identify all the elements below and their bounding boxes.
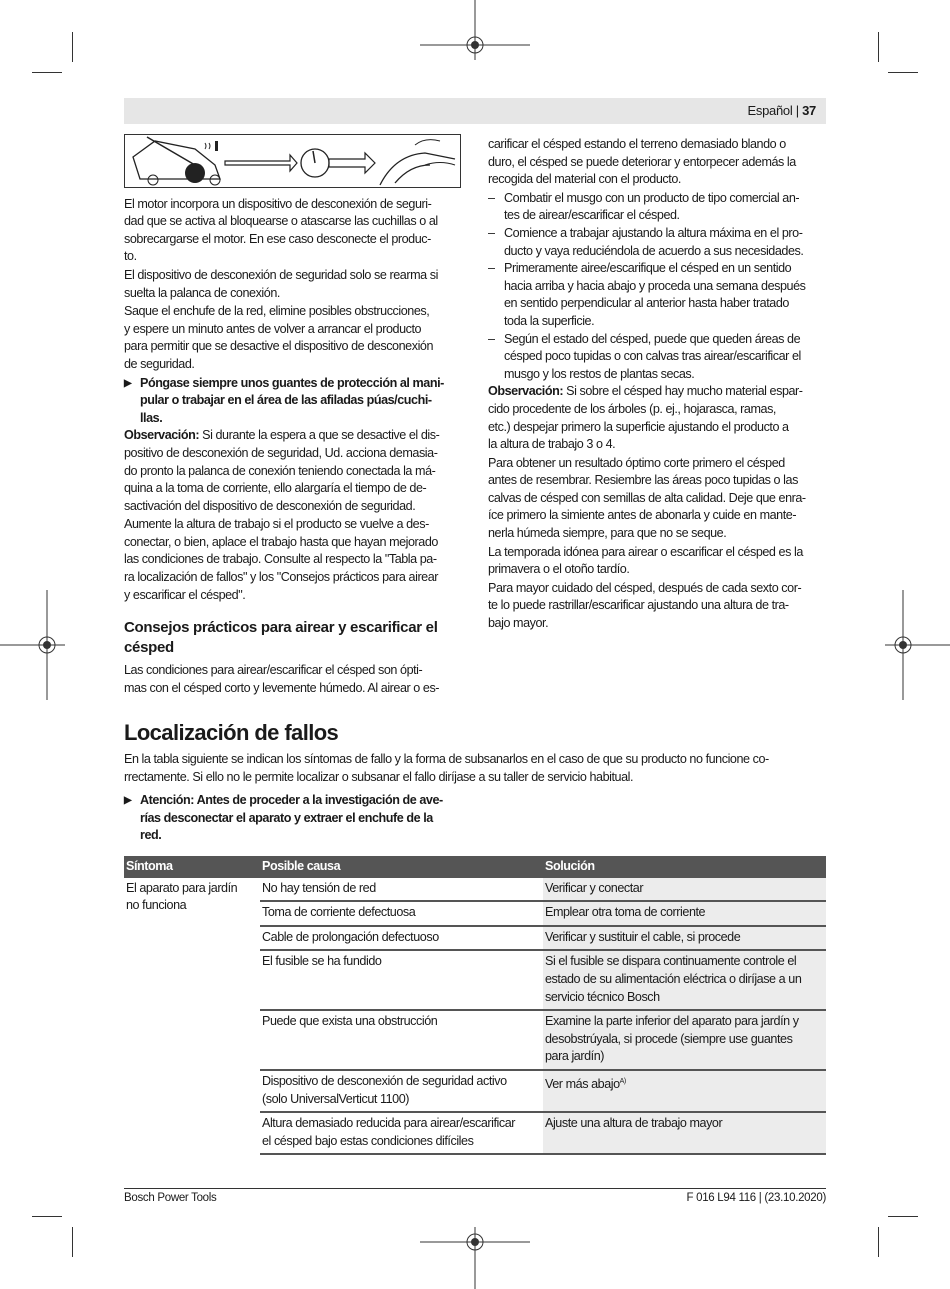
solution-cell: Ajuste una altura de trabajo mayor (543, 1112, 826, 1154)
crop-mark (72, 32, 73, 62)
note-paragraph (488, 383, 830, 453)
note-label: Observación: (124, 428, 200, 443)
section-heading: Consejos prácticos para airear y escarificar el césped (124, 619, 438, 657)
left-column (124, 134, 464, 698)
page-header: Español | 37 (747, 103, 816, 118)
page-number: 37 (802, 103, 816, 118)
paragraph: El dispositivo de desconexión de seguridad solo se rearma si suelta la palanca de conexión. (124, 267, 438, 300)
solution-cell: Si el fusible se dispara continuamente controle el estado de su alimentación eléctrica o diríjase a un servicio técnico Bosch (543, 950, 826, 1010)
paragraph: Para mayor cuidado del césped, después de cada sexto cor- te lo puede rastrillar/escarificar ajustando una altura de tra- bajo mayor. (488, 580, 802, 631)
paragraph: Para obtener un resultado óptimo corte primero el césped antes de resembrar. Resiembre las áreas poco tupidas o las calvas de césped con semillas de alta calidad. Deje que enra- íce primero la simiente antes de abonarla y cuide en mante- nerla húmeda siempre, para que no se seque. (488, 455, 806, 541)
crop-mark (888, 1216, 918, 1217)
crop-mark (32, 72, 62, 73)
solution-text: Ver más abajo (545, 1077, 620, 1092)
symptom-cell: El aparato para jardín no funciona (126, 880, 238, 913)
crop-mark (32, 1216, 62, 1217)
column-header: Posible causa (260, 856, 543, 878)
section-title: Localización de fallos (124, 720, 339, 745)
bullet-item: – Combatir el musgo con un producto de tipo comercial an- tes de airear/escarificar el césped. (488, 190, 830, 225)
solution-cell: Emplear otra toma de corriente (543, 901, 826, 926)
cause-cell: Cable de prolongación defectuoso (260, 926, 543, 951)
solution-cell: Examine la parte inferior del aparato para jardín y desobstrúyala, si procede (siempre use guantes para jardín) (543, 1010, 826, 1070)
right-column (488, 136, 830, 634)
section-intro-block (124, 751, 834, 845)
cause-cell: Toma de corriente defectuosa (260, 901, 543, 926)
cause-cell: El fusible se ha fundido (260, 950, 543, 1010)
bullet-item: – Primeramente airee/escarifique el césped en un sentido hacia arriba y hacia abajo y proceda una semana después en sentido perpendicular al anterior hasta haber tratado toda la superficie. (488, 260, 830, 330)
header-band (124, 98, 826, 124)
footer-divider (124, 1188, 826, 1189)
registration-mark-icon (420, 0, 530, 90)
header-language: Español (747, 103, 793, 118)
paragraph: carificar el césped estando el terreno demasiado blando o duro, el césped se puede deteriorar y entorpecer además la recogida del material con el producto. (488, 137, 796, 187)
attention-warning: ▶ Atención: Antes de proceder a la investigación de ave- rías desconectar el aparato y extraer el enchufe de la red. (124, 792, 834, 845)
motor-overload-illustration (124, 134, 461, 188)
troubleshooting-table (124, 856, 826, 1155)
paragraph: Aumente la altura de trabajo si el producto se vuelve a des- conectar, o bien, aplace el trabajo hasta que hayan mejorado las condiciones de trabajo. Consulte al respecto la "Tabla pa- ra localización de fallos" y los "Consejos prácticos para airear y escarificar el césped". (124, 517, 439, 602)
table-header-row (124, 856, 826, 878)
registration-mark-icon (420, 1222, 530, 1289)
paragraph: Las condiciones para airear/escarificar el césped son ópti- mas con el césped corto y levemente húmedo. Al airear o es- (124, 663, 440, 695)
paragraph: La temporada idónea para airear o escarificar el césped es la primavera o el otoño tardío. (488, 544, 803, 577)
footnote-marker: A) (619, 1077, 626, 1085)
crop-mark (888, 72, 918, 73)
cause-cell: Altura demasiado reducida para airear/escarificar el césped bajo estas condiciones difíciles (260, 1112, 543, 1154)
note-paragraph (124, 427, 464, 515)
registration-mark-icon (880, 590, 950, 700)
note-text: Si durante la espera a que se desactive el dis- positivo de desconexión de seguridad, Ud. acciona demasia- do pronto la palanca de conexión teniendo conectada la má- quina a la toma de corriente, ello alargaría el tiempo de de- sactivación del dispositivo de desconexión de seguridad. (124, 428, 440, 513)
cause-cell: No hay tensión de red (260, 878, 543, 902)
note-text: Si sobre el césped hay mucho material espar- cido procedente de los árboles (p. ej., hojarasca, ramas, etc.) despejar primero la superficie ajustando el producto a la altura de trabajo 3 o 4. (488, 384, 803, 452)
solution-cell (543, 1070, 826, 1112)
footer-brand: Bosch Power Tools (124, 1192, 217, 1204)
registration-mark-icon (0, 590, 70, 700)
solution-cell: Verificar y conectar (543, 878, 826, 902)
column-header: Solución (543, 856, 826, 878)
cause-cell: Dispositivo de desconexión de seguridad activo (solo UniversalVerticut 1100) (260, 1070, 543, 1112)
crop-mark (878, 1227, 879, 1257)
crop-mark (72, 1227, 73, 1257)
footer-doc-id: F 016 L94 116 | (23.10.2020) (686, 1192, 826, 1204)
table-row (124, 878, 826, 902)
solution-cell: Verificar y sustituir el cable, si procede (543, 926, 826, 951)
bullet-item: – Según el estado del césped, puede que queden áreas de césped poco tupidas o con calvas tras airear/escarificar el musgo y los restos de plantas secas. (488, 331, 830, 384)
paragraph: El motor incorpora un dispositivo de desconexión de seguri- dad que se activa al bloquearse o atascarse las cuchillas o al sobrecargarse el motor. En ese caso desconecte el produc- to. (124, 196, 438, 264)
paragraph: Saque el enchufe de la red, elimine posibles obstrucciones, y espere un minuto antes de volver a arrancar el producto para permitir que se desactive el dispositivo de desconexión de seguridad. (124, 304, 434, 371)
note-label: Observación: (488, 384, 564, 399)
cause-cell: Puede que exista una obstrucción (260, 1010, 543, 1070)
column-header: Síntoma (124, 856, 260, 878)
safety-warning: ▶ Póngase siempre unos guantes de protección al mani- pular o trabajar en el área de las afiladas púas/cuchi- llas. (124, 375, 464, 428)
bullet-item: – Comience a trabajar ajustando la altura máxima en el pro- ducto y vaya reduciéndola de acuerdo a sus necesidades. (488, 225, 830, 260)
crop-mark (878, 32, 879, 62)
section-intro: En la tabla siguiente se indican los síntomas de fallo y la forma de subsanarlos en el caso de que su producto no funcione co- rrectamente. Si ello no le permite localizar o subsanar el fallo diríjase a su taller de servicio habitual. (124, 752, 769, 784)
